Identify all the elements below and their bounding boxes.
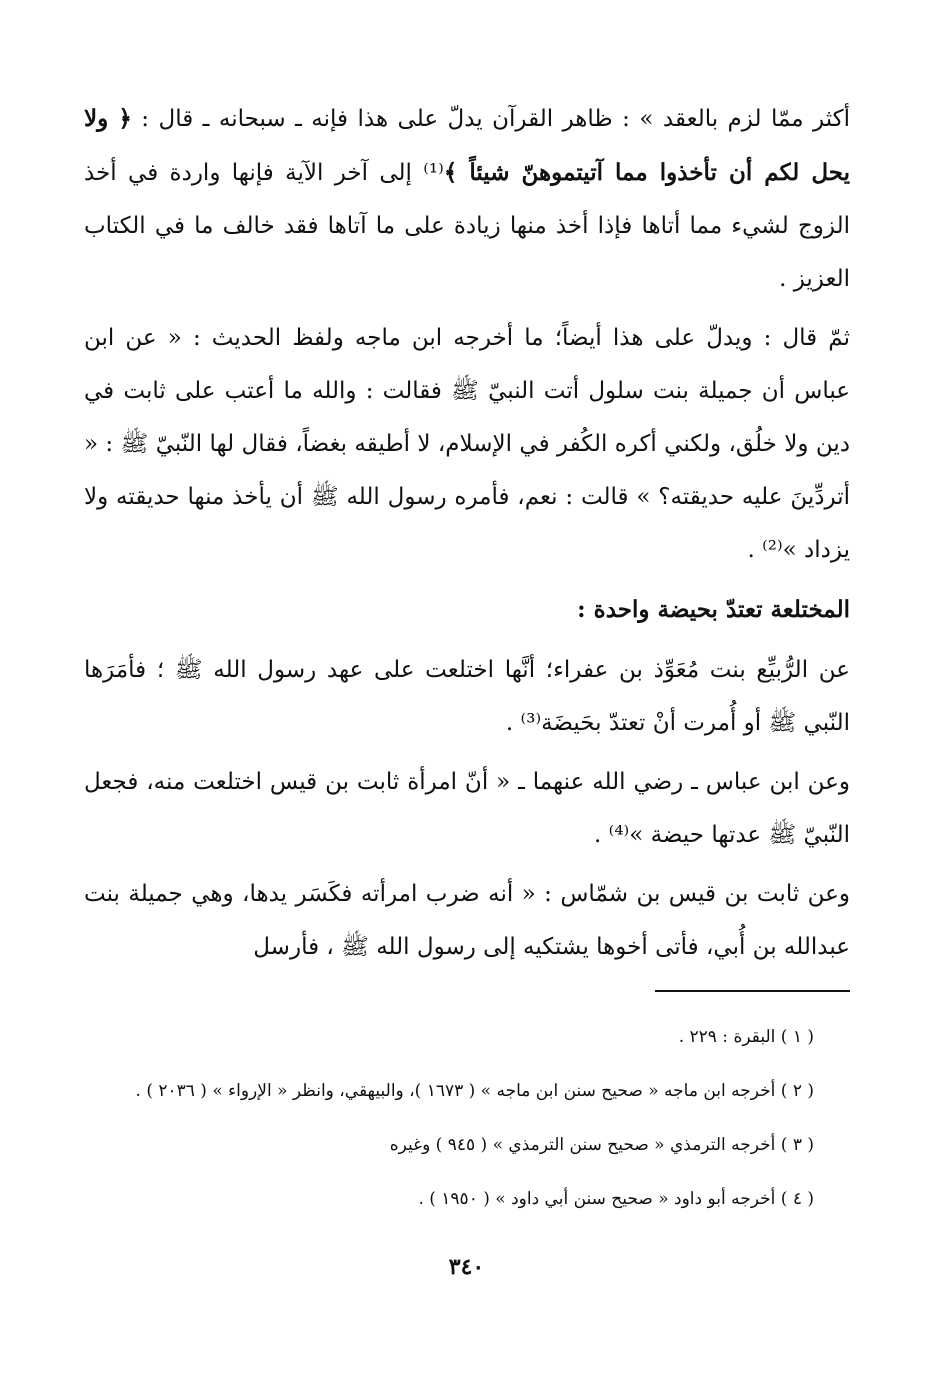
section-heading: المختلعة تعتدّ بحيضة واحدة : [577, 596, 850, 623]
footnote-separator [655, 990, 850, 992]
paragraph-quran-argument [84, 92, 850, 306]
paragraph-text: ثمّ قال : ويدلّ على هذا أيضاً؛ ما أخرجه ابن ماجه ولفظ الحديث : « عن ابن عباس أن جميلة بنت سلول أتت النبيّ ﷺ فقالت : والله ما أعتب على ثابت في دين ولا خلُق، ولكني أكره الكُفر في الإسلام، لا أطيقه بغضاً، فقال لها النّبيّ ﷺ : « أتردِّينَ عليه حديقته؟ » قالت : نعم، فأمره رسول الله ﷺ أن يأخذ منها حديقته ولا يزداد » [84, 325, 850, 563]
quran-verse: ﴿ ولا يحل لكم أن تأخذوا مما آتيتموهنّ شيئاً ﴾ [84, 105, 850, 186]
paragraph-ibn-abbas [84, 756, 850, 862]
page-body [84, 92, 850, 980]
paragraph-thabit [84, 868, 850, 974]
page-number: ٣٤٠ [448, 1254, 485, 1280]
footnote-ref: ⁽³⁾ [520, 710, 542, 736]
footnote-ref: ⁽⁴⁾ [608, 822, 630, 848]
paragraph-text: . [505, 710, 521, 736]
footnote-4: ( ٤ ) أخرجه أبو داود « صحيح سنن أبي داود » ( ١٩٥٠ ) . [418, 1189, 814, 1209]
paragraph-hadith-ibn-majah [84, 312, 850, 577]
paragraph-text: وعن ابن عباس ـ رضي الله عنهما ـ « أنّ امرأة ثابت بن قيس اختلعت منه، فجعل النّبيّ ﷺ عدتها حيضة » [84, 769, 850, 848]
paragraph-text: . [747, 537, 763, 563]
footnote-ref: ⁽²⁾ [762, 537, 783, 563]
footnote-2: ( ٢ ) أخرجه ابن ماجه « صحيح سنن ابن ماجه » ( ١٦٧٣ )، والبيهقي، وانظر « الإرواء » ( ٢٠٣٦ ) . [135, 1081, 814, 1101]
footnote-1: ( ١ ) البقرة : ٢٢٩ . [678, 1027, 814, 1047]
footnotes [84, 1010, 814, 1226]
footnote-ref: ⁽¹⁾ [423, 160, 444, 186]
paragraph-text: . [594, 822, 609, 848]
footnote-3: ( ٣ ) أخرجه الترمذي « صحيح سنن الترمذي » ( ٩٤٥ ) وغيره [389, 1135, 814, 1155]
paragraph-text: أكثر ممّا لزم بالعقد » : ظاهر القرآن يدلّ على هذا فإنه ـ سبحانه ـ قال : [131, 106, 850, 132]
paragraph-text: عن الرُّبيِّع بنت مُعَوِّذ بن عفراء؛ أنَّها اختلعت على عهد رسول الله ﷺ ؛ فأمَرَها النّبي ﷺ أو أُمرت أنْ تعتدّ بحَيضَة [84, 657, 850, 736]
paragraph-text: إلى آخر الآية فإنها واردة في أخذ الزوج لشيء مما أتاها فإذا أخذ منها زيادة على ما آتاها فقد خالف ما في الكتاب العزيز . [84, 160, 850, 292]
paragraph-rubayyi [84, 644, 850, 750]
paragraph-text: وعن ثابت بن قيس بن شمّاس : « أنه ضرب امرأته فكَسَر يدها، وهي جميلة بنت عبدالله بن أُبي، فأتى أخوها يشتكيه إلى رسول الله ﷺ ، فأرسل [84, 881, 850, 960]
